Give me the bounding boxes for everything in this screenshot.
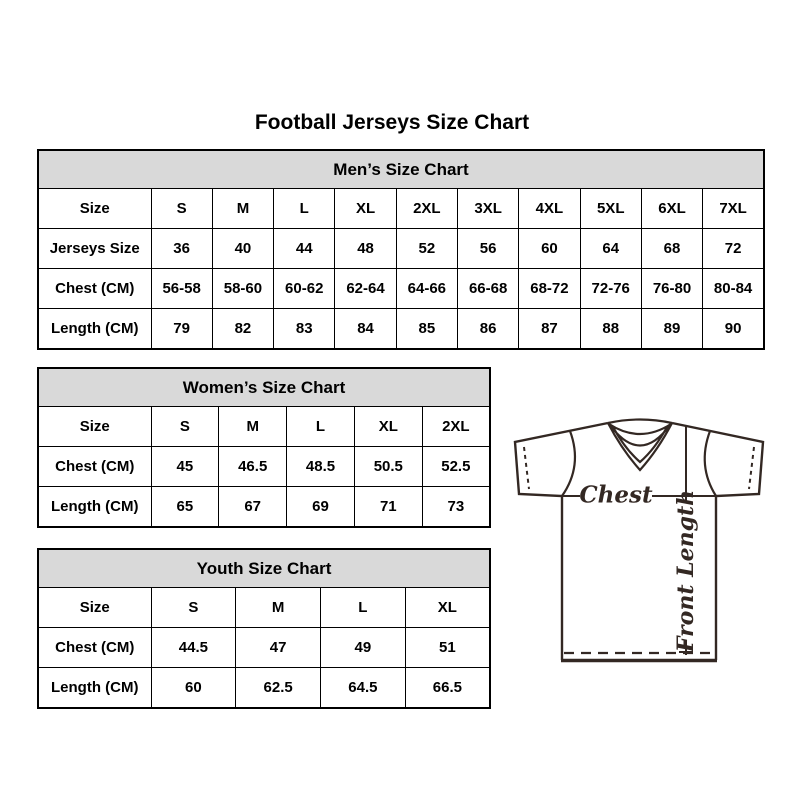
table-header-row — [38, 150, 764, 189]
table-row — [38, 407, 490, 447]
table-cell: 82 — [212, 309, 273, 350]
table-cell: 76-80 — [641, 269, 702, 309]
table-cell: 72-76 — [580, 269, 641, 309]
table-cell: 52.5 — [422, 447, 490, 487]
column-header: S — [151, 189, 212, 229]
table-section-header: Women’s Size Chart — [38, 368, 490, 407]
table-cell: 60-62 — [274, 269, 335, 309]
table-cell: 48 — [335, 229, 396, 269]
column-header: 7XL — [703, 189, 764, 229]
table-cell: 72 — [703, 229, 764, 269]
table-cell: 73 — [422, 487, 490, 528]
row-label: Chest (CM) — [38, 628, 151, 668]
youth-size-table — [37, 548, 491, 709]
table-row — [38, 447, 490, 487]
table-cell: 58-60 — [212, 269, 273, 309]
column-header: L — [321, 588, 406, 628]
column-header: 2XL — [422, 407, 490, 447]
table-cell: 45 — [151, 447, 219, 487]
collar — [608, 420, 672, 471]
table-cell: 50.5 — [354, 447, 422, 487]
table-cell: 83 — [274, 309, 335, 350]
column-header: M — [236, 588, 321, 628]
column-header: L — [274, 189, 335, 229]
column-header: 2XL — [396, 189, 457, 229]
table-cell: 90 — [703, 309, 764, 350]
table-row — [38, 309, 764, 350]
womens-size-table — [37, 367, 491, 528]
row-label: Length (CM) — [38, 309, 151, 350]
page-title: Football Jerseys Size Chart — [254, 111, 530, 135]
table-cell: 66.5 — [405, 668, 490, 709]
right-armhole-seam — [705, 431, 716, 496]
table-cell: 62.5 — [236, 668, 321, 709]
table-cell: 44 — [274, 229, 335, 269]
row-label: Size — [38, 189, 151, 229]
jersey-measurement-diagram — [500, 408, 780, 680]
table-cell: 40 — [212, 229, 273, 269]
table-cell: 56-58 — [151, 269, 212, 309]
table-cell: 80-84 — [703, 269, 764, 309]
table-row — [38, 588, 490, 628]
table-cell: 87 — [519, 309, 580, 350]
table-row — [38, 189, 764, 229]
table-cell: 62-64 — [335, 269, 396, 309]
row-label: Chest (CM) — [38, 269, 151, 309]
table-row — [38, 269, 764, 309]
table-section-header: Men’s Size Chart — [38, 150, 764, 189]
table-cell: 60 — [519, 229, 580, 269]
mens-size-table — [37, 149, 765, 350]
table-section-header: Youth Size Chart — [38, 549, 490, 588]
table-cell: 44.5 — [151, 628, 236, 668]
table-cell: 79 — [151, 309, 212, 350]
column-header: 3XL — [457, 189, 518, 229]
table-cell: 69 — [287, 487, 355, 528]
jersey-outline — [515, 423, 763, 660]
row-label: Size — [38, 588, 151, 628]
table-cell: 84 — [335, 309, 396, 350]
table-cell: 65 — [151, 487, 219, 528]
table-row — [38, 668, 490, 709]
size-table — [37, 367, 491, 528]
table-cell: 68-72 — [519, 269, 580, 309]
table-cell: 36 — [151, 229, 212, 269]
table-cell: 64-66 — [396, 269, 457, 309]
row-label: Jerseys Size — [38, 229, 151, 269]
table-cell: 52 — [396, 229, 457, 269]
table-cell: 64.5 — [321, 668, 406, 709]
row-label: Length (CM) — [38, 668, 151, 709]
column-header: XL — [405, 588, 490, 628]
column-header: 4XL — [519, 189, 580, 229]
row-label: Length (CM) — [38, 487, 151, 528]
table-cell: 85 — [396, 309, 457, 350]
row-label: Size — [38, 407, 151, 447]
table-cell: 56 — [457, 229, 518, 269]
right-sleeve-dash — [749, 447, 754, 489]
column-header: M — [219, 407, 287, 447]
column-header: XL — [335, 189, 396, 229]
left-armhole-seam — [562, 431, 575, 496]
chest-label: Chest — [579, 481, 653, 509]
table-cell: 66-68 — [457, 269, 518, 309]
table-row — [38, 628, 490, 668]
table-cell: 88 — [580, 309, 641, 350]
table-cell: 67 — [219, 487, 287, 528]
table-header-row — [38, 549, 490, 588]
left-sleeve-dash — [524, 447, 529, 489]
table-cell: 60 — [151, 668, 236, 709]
table-cell: 86 — [457, 309, 518, 350]
table-cell: 48.5 — [287, 447, 355, 487]
size-table — [37, 149, 765, 350]
table-row — [38, 487, 490, 528]
table-row — [38, 229, 764, 269]
table-cell: 71 — [354, 487, 422, 528]
column-header: M — [212, 189, 273, 229]
column-header: L — [287, 407, 355, 447]
table-cell: 64 — [580, 229, 641, 269]
table-cell: 47 — [236, 628, 321, 668]
table-cell: 89 — [641, 309, 702, 350]
column-header: S — [151, 407, 219, 447]
column-header: 5XL — [580, 189, 641, 229]
table-cell: 49 — [321, 628, 406, 668]
column-header: S — [151, 588, 236, 628]
size-table — [37, 548, 491, 709]
front-length-label: Front Length — [673, 489, 699, 653]
column-header: 6XL — [641, 189, 702, 229]
table-header-row — [38, 368, 490, 407]
table-cell: 68 — [641, 229, 702, 269]
column-header: XL — [354, 407, 422, 447]
table-cell: 46.5 — [219, 447, 287, 487]
row-label: Chest (CM) — [38, 447, 151, 487]
table-cell: 51 — [405, 628, 490, 668]
